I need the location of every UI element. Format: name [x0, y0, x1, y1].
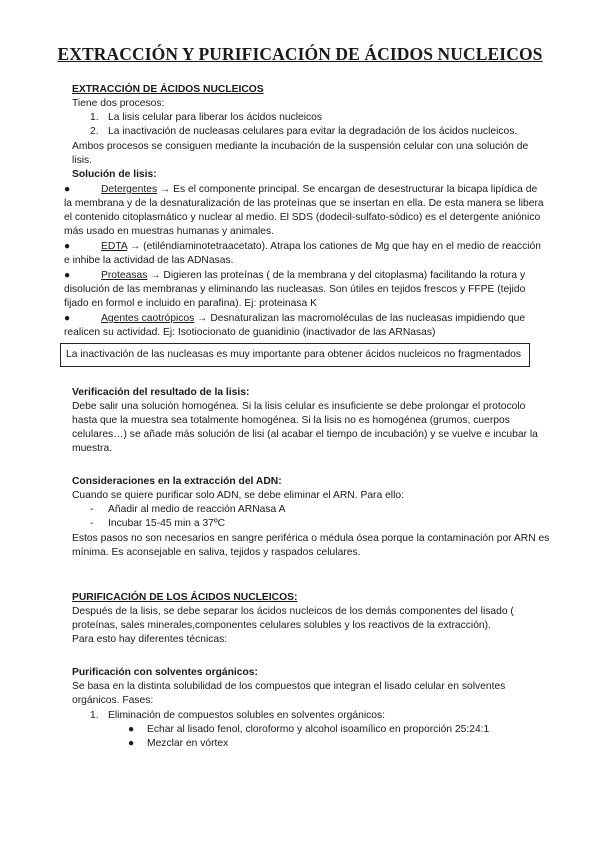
definition-text: → Es el componente principal. Se encargan de desestructurar la bicapa lipídica de — [157, 184, 538, 195]
subheading-solventes: Purificación con solventes orgánicos: — [72, 667, 258, 678]
paragraph-line: Estos pasos no son necesarios en sangre periférica o médula ósea porque la contaminación por ARN es — [72, 533, 550, 544]
list-item: La inactivación de nucleasas celulares para evitar la degradación de los ácidos nucleicos. — [108, 126, 518, 137]
paragraph-line: mínima. Es aconsejable en saliva, tejidos y raspados celulares. — [72, 547, 361, 558]
paragraph-line: hasta que la muestra sea totalmente homogénea. Si la lisis no es homogénea (grumos, cuerpos — [72, 415, 510, 426]
highlight-box — [60, 343, 530, 367]
paragraph-line: celulares…) se añade más solución de lisi (al acabar el tiempo de incubación) y se vuelve e incubar la — [72, 429, 538, 440]
bullet-line-detergentes — [101, 183, 537, 196]
term-edta: EDTA — [101, 241, 128, 252]
bullet-icon: ● — [128, 724, 135, 735]
paragraph-line: muestra. — [72, 443, 113, 454]
section-heading-extraccion: EXTRACCIÓN DE ÁCIDOS NUCLEICOS — [72, 84, 264, 95]
paragraph-line: la membrana y de la desnaturalización de las proteínas que se insertan en ella. De esta manera se libera — [64, 198, 544, 209]
bullet-line-proteasas — [101, 269, 525, 282]
paragraph-line: Después de la lisis, se debe separar los ácidos nucleicos de los demás componentes del lisado ( — [72, 606, 514, 617]
bullet-icon: ● — [64, 184, 71, 195]
page-title: EXTRACCIÓN Y PURIFICACIÓN DE ÁCIDOS NUCLEICOS — [57, 44, 543, 64]
paragraph-line: proteínas, sales minerales,componentes celulares solubles y los reactivos de la extracción). — [72, 620, 491, 631]
list-item: Añadir al medio de reacción ARNasa A — [108, 504, 286, 515]
paragraph-line: Para esto hay diferentes técnicas: — [72, 634, 228, 645]
bullet-line-edta — [101, 240, 541, 253]
list-item: La lisis celular para liberar los ácidos nucleicos — [108, 112, 323, 123]
dash-icon: - — [90, 518, 94, 529]
subheading-solucion-lisis: Solución de lisis: — [72, 169, 157, 180]
list-item: Incubar 15-45 min a 37ºC — [108, 518, 226, 529]
bullet-icon: ● — [64, 270, 71, 281]
subheading-verificacion: Verificación del resultado de la lisis: — [72, 387, 250, 398]
paragraph-line: más usado en muestras humanas y animales. — [64, 226, 275, 237]
bullet-icon: ● — [128, 738, 135, 749]
list-item: Eliminación de compuestos solubles en solventes orgánicos: — [108, 710, 386, 721]
paragraph-line: Debe salir una solución homogénea. Si la lisis celular es insuficiente se debe prolongar el protocolo — [72, 401, 526, 412]
term-caotropicos: Agentes caotrópicos — [101, 313, 195, 324]
highlight-text: La inactivación de las nucleasas es muy importante para obtener ácidos nucleicos no fragmentados — [66, 349, 522, 360]
term-detergentes: Detergentes — [101, 184, 158, 195]
paragraph-line: fijado en formol e incluido en parafina). Ej: proteinasa K — [64, 298, 317, 309]
definition-text: → Digieren las proteínas ( de la membrana y del citoplasma) facilitando la rotura y — [147, 270, 526, 281]
bullet-icon: ● — [64, 241, 71, 252]
definition-text: → (etiléndiaminotetraacetato). Atrapa los cationes de Mg que hay en el medio de reacción — [127, 241, 541, 252]
list-number: 1. — [90, 710, 99, 721]
list-item: Mezclar en vórtex — [147, 738, 229, 749]
term-proteasas: Proteasas — [101, 270, 148, 281]
subheading-consideraciones: Consideraciones en la extracción del ADN: — [72, 476, 282, 487]
paragraph-line: Cuando se quiere purificar solo ADN, se debe eliminar el ARN. Para ello: — [72, 490, 404, 501]
paragraph-line: el contenido citoplasmático y nuclear al medio. El SDS (dodecil-sulfato-sódico) es el detergente aniónico — [64, 212, 541, 223]
paragraph-line: lisis. — [72, 155, 93, 166]
list-number: 1. — [90, 112, 99, 123]
intro-text: Tiene dos procesos: — [72, 98, 165, 109]
paragraph-line: orgánicos. Fases: — [72, 695, 154, 706]
paragraph-line: realicen su actividad. Ej: Isotiocionato de guanidinio (inactivador de las ARNasas) — [64, 327, 436, 338]
bullet-line-caotropicos — [101, 312, 525, 325]
list-number: 2. — [90, 126, 99, 137]
dash-icon: - — [90, 504, 94, 515]
paragraph-line: Se basa en la distinta solubilidad de los compuestos que integran el lisado celular en solventes — [72, 681, 506, 692]
list-item: Echar al lisado fenol, cloroformo y alcohol isoamílico en proporción 25:24:1 — [147, 724, 490, 735]
paragraph-line: disolución de las membranas y eliminando las nucleasas. Son útiles en tejidos frescos y FFPE (tejido — [64, 284, 526, 295]
paragraph-line: e inhibe la actividad de las ADNasas. — [64, 255, 234, 266]
paragraph-line: Ambos procesos se consiguen mediante la incubación de la suspensión celular con una solución de — [72, 141, 529, 152]
section-heading-purificacion: PURIFICACIÓN DE LOS ÁCIDOS NUCLEICOS: — [72, 592, 298, 603]
definition-text: → Desnaturalizan las macromoléculas de las nucleasas impidiendo que — [194, 313, 526, 324]
bullet-icon: ● — [64, 313, 71, 324]
